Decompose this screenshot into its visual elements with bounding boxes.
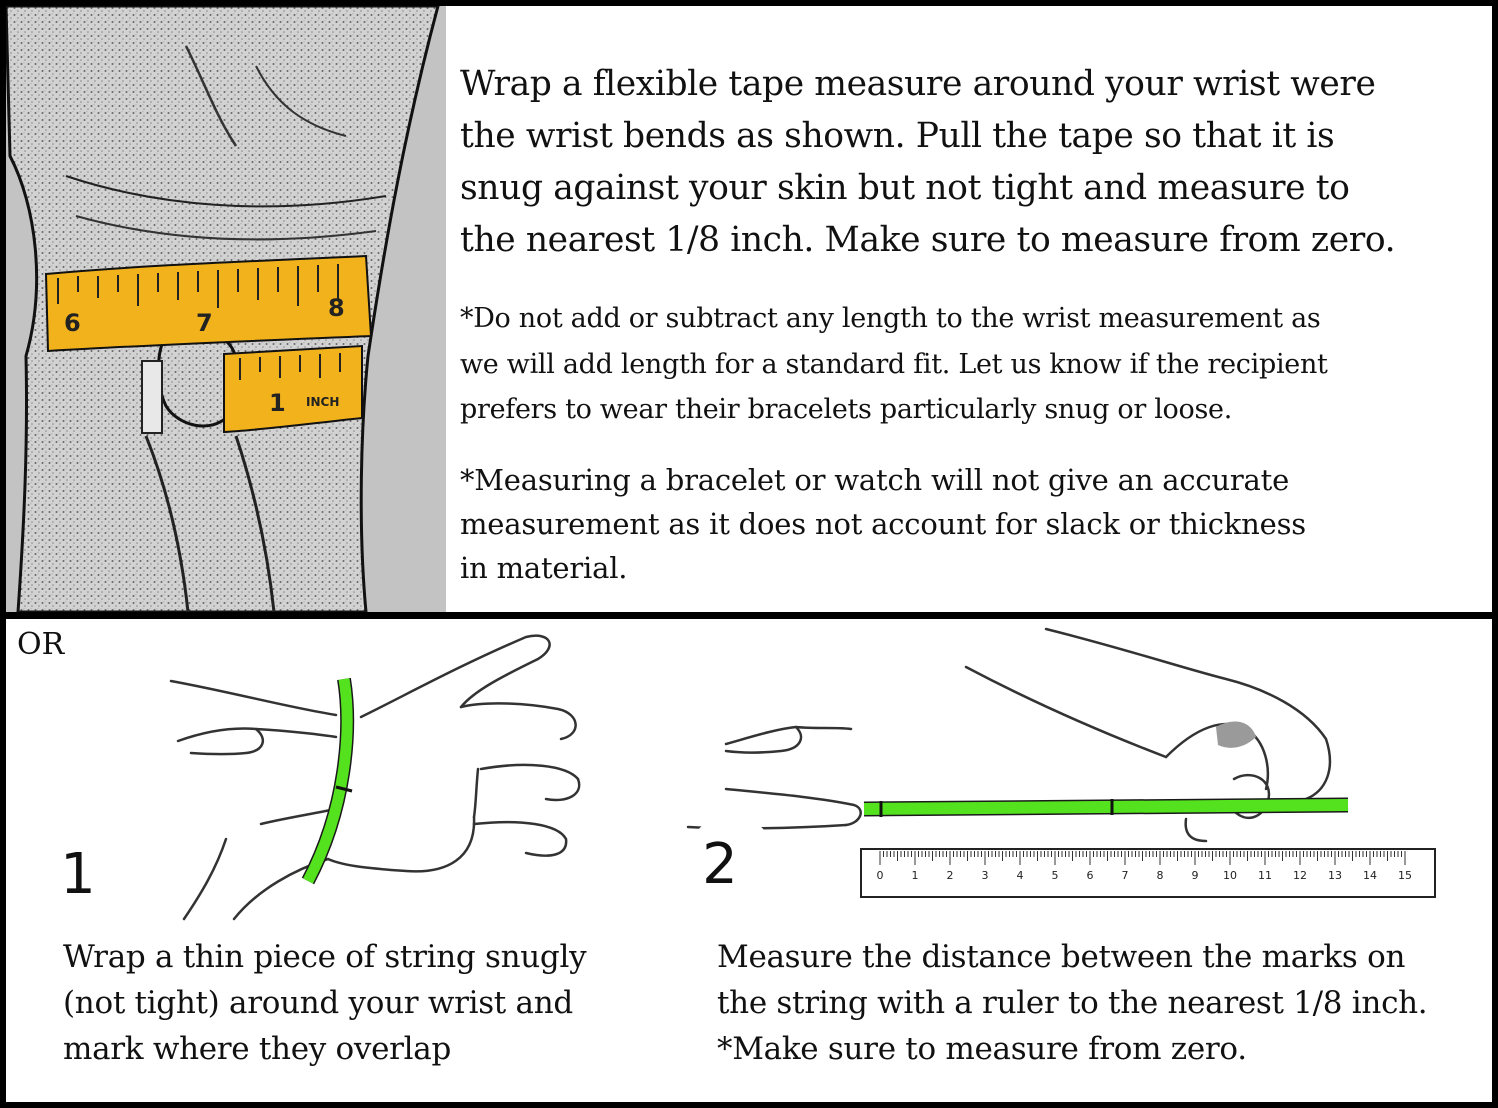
ruler-label: 13 bbox=[1328, 869, 1342, 882]
tape-label-inch: INCH bbox=[306, 395, 340, 409]
ruler-label: 4 bbox=[1016, 869, 1024, 882]
ruler-label: 7 bbox=[1121, 869, 1129, 882]
string-method-illustrations bbox=[6, 619, 1492, 949]
hand-wrapping-string-drawing bbox=[171, 636, 579, 919]
step-1-number: 1 bbox=[60, 842, 96, 907]
ruler-label: 5 bbox=[1051, 869, 1059, 882]
ruler-label: 9 bbox=[1191, 869, 1199, 882]
or-label: OR bbox=[17, 627, 65, 662]
step-1-text: Wrap a thin piece of string snugly (not tight) around your wrist and mark where they overlap bbox=[63, 939, 587, 1067]
step-2-text: Measure the distance between the marks on the string with a ruler to the nearest 1/8 inch. *Make sure to measure from zero. bbox=[717, 939, 1428, 1067]
ruler-label: 8 bbox=[1156, 869, 1164, 882]
tape-label-7: 7 bbox=[196, 309, 213, 337]
tape-label-1: 1 bbox=[269, 389, 286, 417]
ruler-label: 10 bbox=[1223, 869, 1237, 882]
tape-label-6: 6 bbox=[64, 309, 81, 337]
ruler-label: 14 bbox=[1363, 869, 1377, 882]
ruler-label: 6 bbox=[1086, 869, 1094, 882]
ruler-label: 15 bbox=[1398, 869, 1412, 882]
instruction-note-bracelet: *Measuring a bracelet or watch will not give an accurate measurement as it does not account for slack or thickness in material. bbox=[460, 463, 1306, 585]
ruler-label: 0 bbox=[876, 869, 884, 882]
ruler-label: 3 bbox=[981, 869, 989, 882]
instruction-note-fit: *Do not add or subtract any length to the wrist measurement as we will add length for a standard fit. Let us know if the recipient prefers to wear their bracelets particularly snug or loose. bbox=[460, 303, 1328, 425]
top-panel bbox=[6, 6, 1492, 612]
thumbnail-shading bbox=[1216, 722, 1256, 748]
instruction-main-text: Wrap a flexible tape measure around your wrist were the wrist bends as shown. Pull the tape so that it is snug against your skin but not tight and measure to the nearest 1/8 inch. Make sure to measure from zero. bbox=[460, 64, 1396, 260]
step-2-number: 2 bbox=[702, 832, 738, 897]
ruler bbox=[861, 849, 1435, 897]
tape-label-8: 8 bbox=[328, 294, 345, 322]
string-laid-flat bbox=[864, 805, 1348, 809]
ruler-label: 12 bbox=[1293, 869, 1307, 882]
ruler-label: 1 bbox=[911, 869, 919, 882]
ruler-label: 2 bbox=[946, 869, 954, 882]
wrist-tape-measure-illustration bbox=[6, 6, 446, 612]
bottom-panel bbox=[6, 619, 1492, 1102]
ruler-label: 11 bbox=[1258, 869, 1272, 882]
